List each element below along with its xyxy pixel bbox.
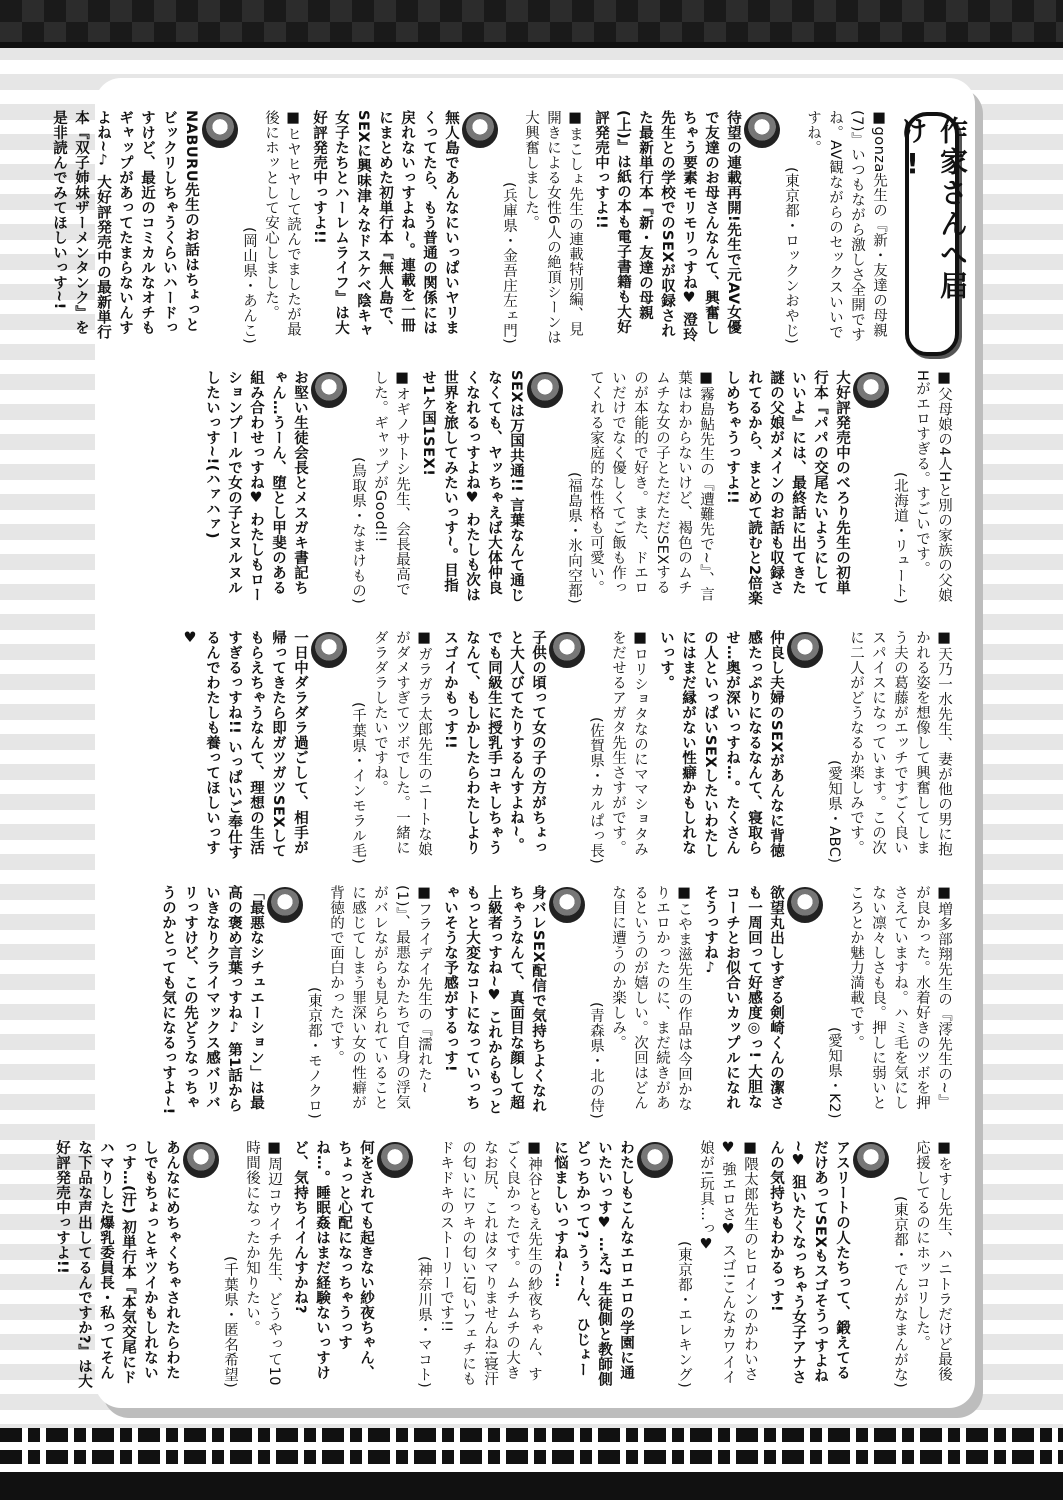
letter-text: ロリショタなのにママショタみをだせるアガタ先生さすがです。 [610,630,648,857]
bullet-icon: ■ [266,1140,282,1157]
editor-avatar-icon [853,1142,889,1178]
bullet-icon: ■ [698,370,714,387]
letter-9 [179,630,435,866]
editor-avatar-icon [637,1142,673,1178]
letter-text: ヒヤヒヤして読んでましたが最後にホッとして安心しました。 [263,110,301,337]
top-decorative-band [0,0,1063,48]
bullet-icon: ■ [936,630,952,647]
letter-15 [289,1140,545,1390]
editor-avatar-icon [744,112,780,148]
letter-signature: (愛知県・K2) [826,1026,842,1119]
bullet-icon: ■ [416,885,432,902]
letter-signature: (千葉県・匿名希望) [222,1255,238,1388]
editor-reply: 無人島であんなにいっぱいヤリまくってたら、もう普通の関係には戻れないっすよね~。連載を一冊にまとめた初単行本『無人島で、SEXに興味津々なドスケベ陰キャ女子たちとハーレムライフ』は大好評発売中っすよ!! [311,110,459,339]
editor-avatar-icon [462,112,498,148]
bullet-icon: ■ [936,1140,952,1157]
editor-avatar-icon [311,372,347,408]
letter-signature: (愛知県・ABC) [826,760,842,864]
letter-text: 父母娘の4人Hと別の家族の父娘Hがエロすぎる。すごいです。 [914,370,952,603]
bullet-icon: ■ [526,1140,542,1157]
letter-text: 隈太郎先生のヒロインのかわいさ♥ 強エロさ♥ スゴ!こんなカワイイ娘が!玩具…っ♥ [698,1140,758,1385]
editor-reply: 「最悪なシチュエーション」は最高の褒め言葉っすね♪ 第1話からいきなりクライマックス感バリバリっすけど、この先どうなっちゃうのかとっても気になるっすよ~! [160,885,264,1115]
bullet-icon: ■ [871,110,887,127]
letter-text: をすし先生、ハニトラだけど最後応援してるのにホッコリした。 [914,1140,952,1382]
editor-reply: わたしもこんなエロエロの学園に通いたいっす♥ …え? 生徒側と教師側どっちかって? うぅ~ん、ひじょーに悩ましいっすね~… [552,1140,634,1387]
editor-avatar-icon [549,632,585,668]
editor-reply: 一日中ダラダラ過ごして、相手が帰ってきたら即ガツガツSEXしてもらえちゃうなんて、理想の生活すぎるっすね!! いっぱいご奉仕するんでわたしも養ってほしいっす♥ [182,630,308,860]
letter-signature: (東京都・モノクロ) [306,986,322,1119]
letter-text: まこしょ先生の連載特別編、見開きによる女性6人の絶頂シーンは大興奮しました。 [523,110,583,345]
letter-signature: (神奈川県・マコト) [416,1255,432,1388]
letter-signature: (青森県・北の侍) [588,1001,604,1119]
editor-avatar-icon [311,632,347,668]
letter-text: 神谷ともえ先生の紗夜ちゃん、すごく良かったです。ムチムチの大きなお尻、これはタマりませんね!寝汗の匂いにワキの匂い!匂いフェチにもドキドキのストーリーです!! [438,1140,542,1387]
letter-3 [48,110,304,346]
bullet-icon: ■ [632,630,648,647]
bullet-icon: ■ [285,110,301,127]
editor-avatar-icon [787,887,823,923]
letter-signature: (東京都・ロックンおやじ) [783,166,799,344]
letter-7 [655,630,955,866]
letter-signature: (福島県・氷向空都) [566,471,582,604]
bullet-icon: ■ [394,370,410,387]
letter-2 [308,110,586,346]
letter-1 [590,110,890,346]
editor-reply: SEXは万国共通!! 言葉なんて通じなくても、ヤッちゃえば大体仲良くなれるっすよね♥ わたしも次は世界を旅してみたいっす~。目指せ1ケ国1SEX! [420,370,524,603]
editor-avatar-icon [377,1142,413,1178]
editor-avatar-icon [853,372,889,408]
letter-text: 増多部翔先生の『澪先生の~』が良かった。水着好きのツボを押さえていますね。ハミ毛を気にしない凛々しさも良。押しに弱いところとか魅力満載です。 [848,885,952,1110]
letter-4 [721,370,955,606]
editor-reply: 欲望丸出しすぎる剣崎くんの潔さも一周回って好感度◎っ! 大胆なコーチとお似合いカップルになれそうっすね♪ [702,885,784,1110]
letter-10 [699,885,955,1121]
column-tier-3 [120,630,955,866]
editor-avatar-icon [267,887,303,923]
letter-signature: (岡山県・あんこ) [241,226,257,344]
editor-reply: あんなにめちゃくちゃされたらわたしでもちょっとキツイかもしれないっす…(汗) 初単行本『本気交尾にドハマりした爆乳委員長・私ってそんな下品な声出してるんですか?』は大好評発売中っすよ!! [54,1140,180,1389]
bottom-decorative-band [0,1428,1063,1500]
bottom-stripe [0,1450,1063,1464]
letter-signature: (東京都・でんがなまんがな) [892,1195,908,1388]
letter-text: ガラガラ太郎先生のニートな娘がダメすぎてツボでした。一緒にダラダラしたいですね。 [372,630,432,857]
letter-signature: (兵庫県・金吾庄左ェ門) [501,181,517,344]
letter-signature: (北海道・リュート) [892,471,908,604]
letter-text: 周辺コウイチ先生、どうやって10時間後になったか知りたい。 [244,1140,282,1386]
column-tier-1 [51,110,890,346]
letter-signature: (千葉県・インモラル毛) [350,701,366,864]
column-tier-4 [120,885,955,1121]
bottom-stripe [0,1472,1063,1500]
letter-12 [157,885,435,1121]
bullet-icon: ■ [567,110,583,127]
letter-14 [549,1140,761,1390]
letter-text: gonza先生の『新・友達の母親(7)』いつもながら激しさ全開ですね。AV観ながらのセックスいいですね。 [805,110,887,343]
letter-text: こやま滋先生の作品は今回かなりエロかったのに、まだ続きがあるというのが嬉しい。次回はどんな目に遭うのか楽しみ。 [610,885,692,1112]
editor-reply: 大好評発売中のべろり先生の初単行本『パパの交尾たいようにしていいよ』には、最終話に出てきた謎の父娘がメインのお話も収録されてるから、まとめて読むと2倍楽しめちゃうっすよ!! [724,370,850,606]
bottom-stripe [0,1428,1063,1442]
letter-text: 天乃一水先生、妻が他の男に抱かれる姿を想像して興奮してしまう夫の葛藤がエッチですごく良いスパイスになっています。この次に二人がどうなるか楽しみです。 [848,630,952,857]
letter-text: フライデイ先生の『濡れた~(1)』、最悪なかたちで自身の浮気がバレながらも見られていることに感じてしまう罪深い女の性癖が背徳的で面白かったです。 [328,885,432,1110]
editor-reply: NABURU先生のお話はちょっとビックリしちゃうくらいハードっすけど、最近のコミカルなオチもギャップがあってたまらないんすよね~♪ 大好評発売中の最新単行本『双子姉妹ザーメンタンク』を是非読んでみてほしいっす~! [51,110,199,340]
column-tier-5 [54,1140,955,1390]
editor-reply: 何をされても起きない紗夜ちゃん、ちょっと心配になっちゃうっすね…。睡眠姦はまだ経験ないっすけど、気持ちイイんすかね? [292,1140,374,1380]
editor-avatar-icon [183,1142,219,1178]
column-tier-2 [120,370,955,606]
letter-signature: (佐賀県・カルぱっ長) [588,716,604,864]
editor-reply: お堅い生徒会長とメスガキ書記ちゃん…うーん、堕とし甲斐のある組み合わせっすね♥ わたしもローションプールで女の子とヌルヌルしたいっす~!(ハァハァ) [204,370,308,603]
editor-avatar-icon [787,632,823,668]
letter-text: 霧島鮎先生の『遭難先で~』、言葉はわからないけど、褐色のムチムチな女の子とただただSEXするのが本能的で好き。また、ドエロいだけでなく優しくてご飯も作ってくれる家庭的な性格も可愛い。 [588,370,714,602]
letter-signature: (東京都・エレキング) [676,1240,692,1388]
editor-avatar-icon [527,372,563,408]
bullet-icon: ■ [742,1140,758,1157]
letter-13 [765,1140,955,1390]
letter-text: オギノサトシ先生、会長最高でした。ギャップがGood!! [372,370,410,597]
letter-signature: (鳥取県・なまけもの) [350,456,366,604]
editor-reply: 待望の連載再開!先生で元AV女優で友達のお母さんなんて、興奮しちゃう要素モリモリっすね♥ 澄玲先生との学校でのSEXが収録された最新単行本『新・友達の母親(上)』は紙の本も電子書籍も大好評発売中っすよ!! [593,110,741,343]
bullet-icon: ■ [416,630,432,647]
letter-11 [439,885,695,1121]
editor-reply: 身バレSEX配信で気持ちよくなれちゃうなんて、真面目な顔して超上級者っすね~♥ これからもっともっと大変なコトになっていっちゃいそうな予感がするっす! [442,885,546,1115]
section-heading: 作家さんへ届け! [905,112,959,356]
editor-reply: 子供の頃って女の子の方がちょっと大人びてたりするんすよね~。でも同級生に授乳手コキしちゃうなんて、もしかしたらわたしよりスゴイかもっす!! [442,630,546,855]
letter-6 [201,370,413,606]
bullet-icon: ■ [936,370,952,387]
bullet-icon: ■ [676,885,692,902]
editor-reply: 仲良し夫婦のSEXがあんなに背徳感たっぷりになるなんて、寝取らせ…奥が深いっすね…。たくさんの人といっぱいSEXしたいわたしにはまだ縁がない性癖かもしれないっす。 [658,630,784,859]
letter-8 [439,630,651,866]
bullet-icon: ■ [936,885,952,902]
letter-5 [417,370,717,606]
editor-avatar-icon [202,112,238,148]
editor-reply: アスリートの人たちって、鍛えてるだけあってSEXもスゴそうっすよね~♥ 狙いたくなっちゃう女子アナさんの気持ちもわかるっす! [768,1140,850,1385]
editor-avatar-icon [549,887,585,923]
letter-16 [51,1140,285,1390]
